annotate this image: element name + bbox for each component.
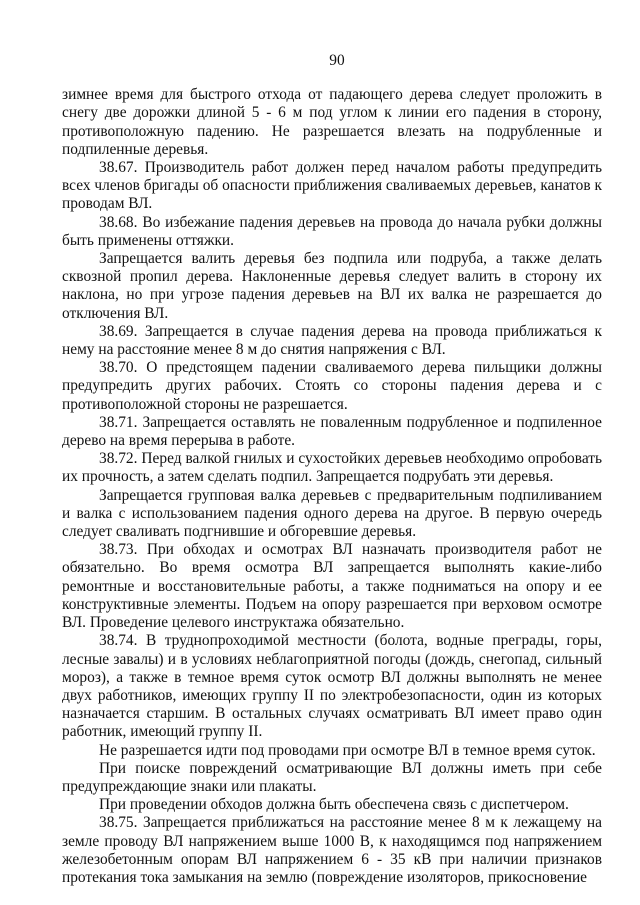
paragraph-38-67: 38.67. Производитель работ должен перед началом работы предупредить всех членов бригады об опасности приближения сваливаемых деревьев, канатов к проводам ВЛ.	[62, 159, 602, 213]
paragraph-night-walking: Не разрешается идти под проводами при осмотре ВЛ в темное время суток.	[99, 741, 596, 759]
paragraph-38-70: 38.70. О предстоящем падении сваливаемого дерева пильщики должны предупредить других рабочих. Стоять со стороны падения дерева и с противоположной стороны не разрешается.	[62, 359, 602, 413]
paragraph-felling-rules: Запрещается валить деревья без подпила или подруба, а также делать сквозной пропил дерева. Наклоненные деревья следует валить в сторону их наклона, но при угрозе падения деревьев на ВЛ их валка не разрешается до отключения ВЛ.	[62, 250, 602, 322]
page-number: 90	[329, 52, 345, 69]
paragraph-38-75: 38.75. Запрещается приближаться на расстояние менее 8 м к лежащему на земле проводу ВЛ напряжением выше 1000 В, к находящимся под напряжением железобетонным опорам ВЛ напряжением 6 - 35 кВ при наличии признаков протекания тока замыкания на землю (повреждение изоляторов, прикосновение	[62, 814, 602, 886]
paragraph-38-73: 38.73. При обходах и осмотрах ВЛ назначать производителя работ не обязательно. Во время осмотра ВЛ запрещается выполнять какие-либо ремонтные и восстановительные работы, а также подниматься на опору и ее конструктивные элементы. Подъем на опору разрешается при верховом осмотре ВЛ. Проведение целевого инструктажа обязательно.	[62, 541, 602, 632]
paragraph-38-72: 38.72. Перед валкой гнилых и сухостойких деревьев необходимо опробовать их прочность, а затем сделать подпил. Запрещается подрубать эти деревья.	[62, 450, 602, 486]
paragraph-38-74: 38.74. В труднопроходимой местности (болота, водные преграды, горы, лесные завалы) и в условиях неблагоприятной погоды (дождь, снегопад, сильный мороз), а также в темное время суток осмотр ВЛ должны выполнять не менее двух работников, имеющих группу II по электробезопасности, один из которых назначается старшим. В остальных случаях осматривать ВЛ имеет право один работник, имеющий группу II.	[62, 632, 602, 741]
paragraph-group-felling: Запрещается групповая валка деревьев с предварительным подпиливанием и валка с использованием падения одного дерева на другое. В первую очередь следует сваливать подгнившие и обгоревшие деревья.	[62, 486, 602, 541]
paragraph-38-69: 38.69. Запрещается в случае падения дерева на провода приближаться к нему на расстояние менее 8 м до снятия напряжения с ВЛ.	[62, 322, 602, 359]
paragraph-38-68: 38.68. Во избежание падения деревьев на провода до начала рубки должны быть применены оттяжки.	[62, 213, 602, 249]
paragraph-dispatcher-link: При проведении обходов должна быть обеспечена связь с диспетчером.	[99, 796, 569, 814]
paragraph-38-71: 38.71. Запрещается оставлять не поваленным подрубленное и подпиленное дерево на время перерыва в работе.	[62, 413, 602, 450]
paragraph-continuation: зимнее время для быстрого отхода от падающего дерева следует проложить в снегу две дорожки длиной 5 - 6 м под углом к линии его падения в сторону, противоположную падению. Не разрешается влезать на подрубленные и подпиленные деревья.	[62, 86, 602, 158]
paragraph-warning-signs: При поиске повреждений осматривающие ВЛ должны иметь при себе предупреждающие знаки или плакаты.	[62, 759, 602, 795]
